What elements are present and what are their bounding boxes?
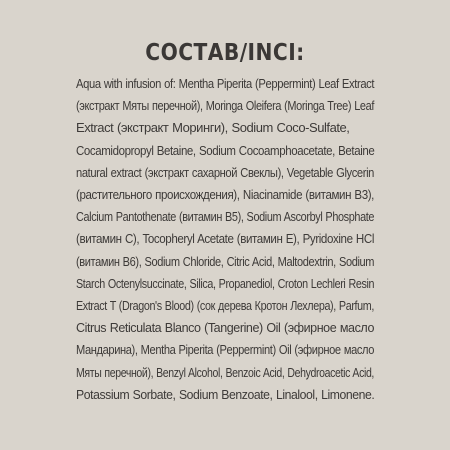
ingredients-line: Potassium Sorbate, Sodium Benzoate, Linalool, Limonene. bbox=[76, 386, 375, 402]
ingredients-text bbox=[76, 73, 374, 406]
ingredients-line: natural extract (экстракт сахарной Свеклы), Vegetable Glycerin bbox=[76, 164, 374, 180]
ingredients-line: Мяты перечной), Benzyl Alcohol, Benzoic Acid, Dehydroacetic Acid, bbox=[76, 364, 374, 380]
ingredients-line: (экстракт Мяты перечной), Moringa Oleifera (Moringa Tree) Leaf bbox=[76, 98, 374, 114]
ingredients-line: (растительного происхождения), Niacinamide (витамин B3), bbox=[76, 187, 374, 203]
ingredients-line: Aqua with infusion of: Mentha Piperita (Peppermint) Leaf Extract bbox=[76, 76, 375, 91]
ingredients-line: Calcium Pantothenate (витамин B5), Sodium Ascorbyl Phosphate bbox=[76, 209, 375, 225]
ingredients-line: (витамин C), Tocopheryl Acetate (витамин E), Pyridoxine HCl bbox=[76, 231, 374, 247]
ingredients-line: Extract T (Dragon's Blood) (сок дерева Кротон Лехлера), Parfum, bbox=[76, 298, 374, 314]
ingredients-line: Extract (экстракт Моринги), Sodium Coco-Sulfate, bbox=[76, 120, 350, 136]
ingredients-line: Citrus Reticulata Blanco (Tangerine) Oil (эфирное масло bbox=[76, 320, 374, 336]
ingredients-line: Мандарина), Mentha Piperita (Peppermint) Oil (эфирное масло bbox=[76, 342, 375, 358]
ingredients-line: (витамин B6), Sodium Chloride, Citric Acid, Maltodextrin, Sodium bbox=[76, 253, 375, 269]
ingredients-line: Cocamidopropyl Betaine, Sodium Cocoamphoacetate, Betaine bbox=[76, 142, 375, 158]
ingredients-line: Starch Octenylsuccinate, Silica, Propanediol, Croton Lechleri Resin bbox=[76, 275, 375, 291]
ingredients-heading: СОСТАВ/INCI: bbox=[145, 40, 305, 66]
